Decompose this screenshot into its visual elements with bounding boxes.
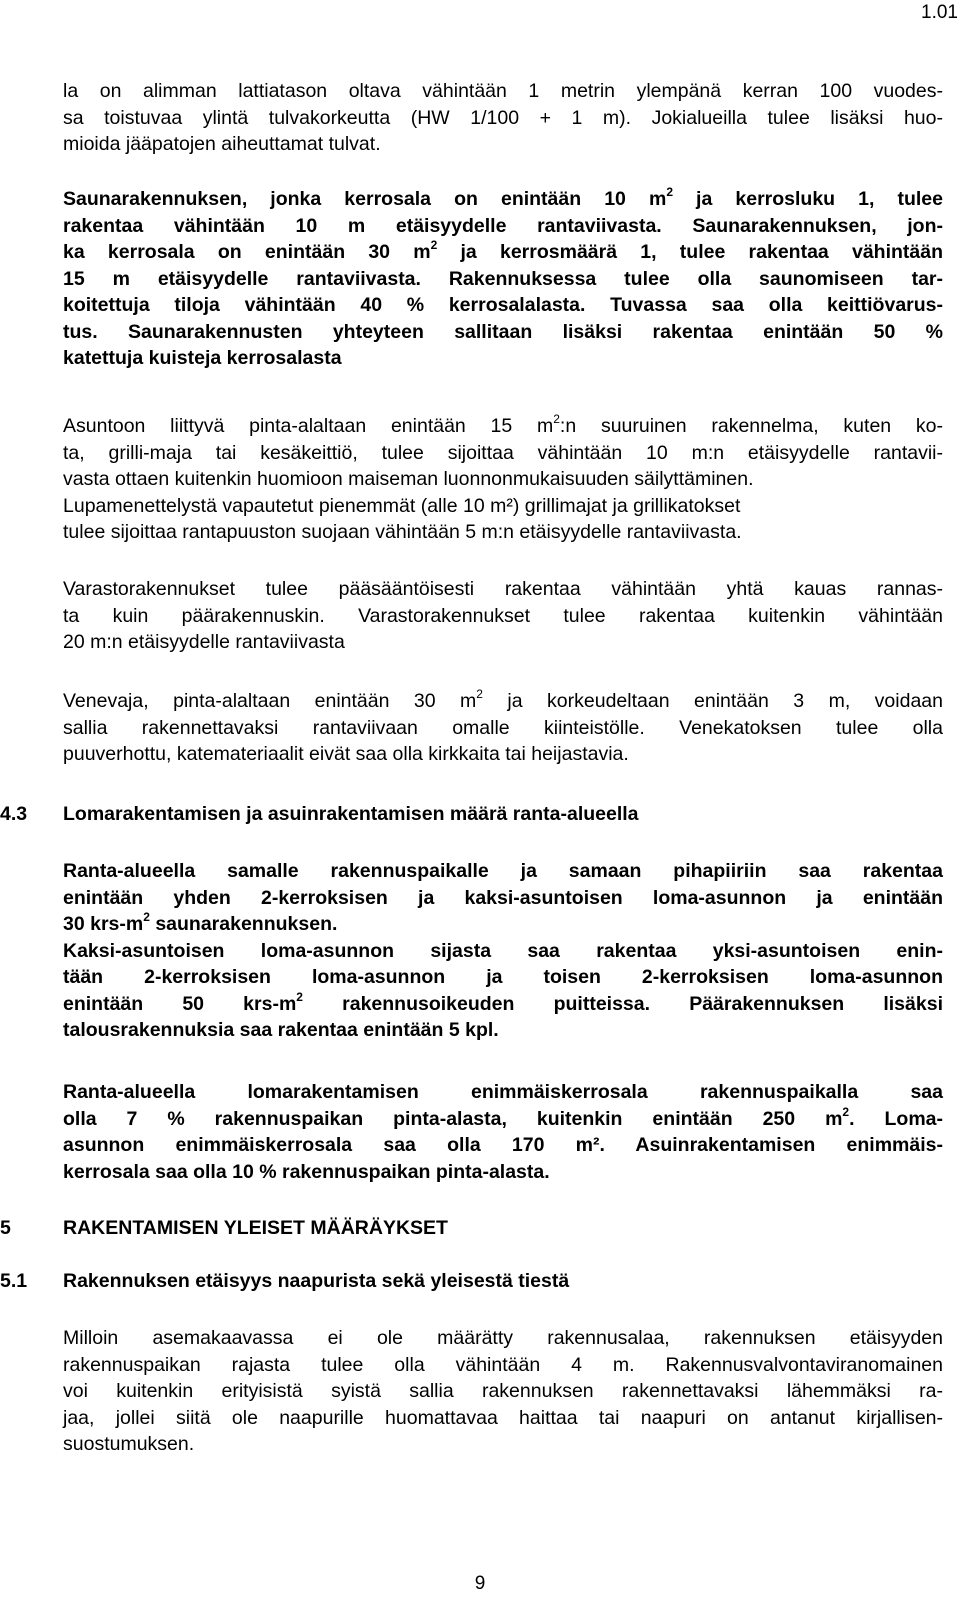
text-line: koitettuja tiloja vähintään 40 % kerrosalalasta. Tuvassa saa olla keittiövarus-: [63, 294, 943, 316]
text-line: 15 m etäisyydelle rantaviivasta. Rakennuksessa tulee olla saunomiseen tar-: [63, 267, 943, 290]
text-line: Kaksi-asuntoisen loma-asunnon sijasta saa rakentaa yksi-asuntoisen enin-: [63, 939, 943, 962]
text-line: Lupamenettelystä vapautetut pienemmät (alle 10 m²) grillimajat ja grillikatokset: [63, 494, 741, 517]
text-line: rakennuspaikan rajasta tulee olla vähintään 4 m. Rakennusvalvontaviranomainen: [63, 1353, 943, 1376]
text-line: voi kuitenkin erityisistä syistä sallia rakennuksen rakennettavaksi lähemmäksi ra-: [63, 1380, 943, 1402]
page-number: 9: [474, 1573, 486, 1594]
text-line: la on alimman lattiatason oltava vähintään 1 metrin ylempänä kerran 100 vuodes-: [63, 80, 943, 102]
text-line: tulee sijoittaa rantapuuston suojaan vähintään 5 m:n etäisyydelle rantaviivasta.: [63, 521, 742, 543]
text-line: talousrakennuksia saa rakentaa enintään 5 kpl.: [63, 1019, 499, 1041]
text-line: ta, grilli-maja tai kesäkeittiö, tulee sijoittaa vähintään 10 m:n etäisyydelle rantavii-: [63, 441, 943, 464]
text-line: Ranta-alueella samalle rakennuspaikalle ja samaan pihapiiriin saa rakentaa: [63, 860, 943, 882]
text-line: Saunarakennuksen, jonka kerrosala on enintään 10 $m^2$ ja kerrosluku 1, tulee: [63, 185, 943, 210]
text-line: 20 m:n etäisyydelle rantaviivasta: [63, 631, 345, 653]
text-line: tään 2-kerroksisen loma-asunnon ja toisen 2-kerroksisen loma-asunnon: [63, 966, 943, 988]
text-line: katettuja kuisteja kerrosalasta: [63, 347, 342, 369]
text-line: enintään 50 krs-$m^2$ rakennusoikeuden puitteissa. Päärakennuksen lisäksi: [63, 989, 943, 1015]
text-line: Asuntoon liittyvä pinta-alaltaan enintään 15 $m^2:n$ suuruinen rakennelma, kuten ko-: [63, 412, 943, 437]
text-line: kerrosala saa olla 10 % rakennuspaikan pinta-alasta.: [63, 1160, 550, 1183]
text-line: mioida jääpatojen aiheuttamat tulvat.: [63, 133, 381, 155]
text-line: asunnon enimmäiskerrosala saa olla 170 m². Asuinrakentamisen enimmäis-: [63, 1134, 943, 1156]
text-line: Ranta-alueella lomarakentamisen enimmäiskerrosala rakennuspaikalla saa: [63, 1081, 943, 1103]
text-line: Varastorakennukset tulee pääsääntöisesti rakentaa vähintään yhtä kauas rannas-: [63, 578, 943, 600]
paragraph-storage: [63, 576, 943, 656]
text-line: sa toistuvaa ylintä tulvakorkeutta (HW 1/100 + 1 m). Jokialueilla tulee lisäksi huo-: [63, 106, 943, 129]
text-line: Milloin asemakaavassa ei ole määrätty rakennusalaa, rakennuksen etäisyyden: [63, 1327, 943, 1349]
text-line: puuverhottu, katemateriaalit eivät saa olla kirkkaita tai heijastavia.: [63, 743, 629, 765]
paragraph-floor-area: [63, 1079, 943, 1185]
paragraph-neighbour-distance: [63, 1325, 943, 1458]
text-line: jaa, jollei siitä ole naapurille huomattavaa haittaa tai naapuri on antanut kirjallisen-: [63, 1406, 943, 1429]
paragraph-sauna-rules: [63, 186, 943, 372]
text-line: ka kerrosala on enintään 30 $m^2$ ja kerrosmäärä 1, tulee rakentaa vähintään: [63, 238, 944, 263]
section-number: 4.3: [0, 803, 28, 825]
paragraph-flood-level: [63, 78, 943, 158]
text-line: ta kuin päärakennuskin. Varastorakennukset tulee rakentaa kuitenkin vähintään: [63, 604, 943, 627]
paragraph-plot-buildings: [63, 858, 943, 1044]
text-line: suostumuksen.: [63, 1433, 195, 1455]
section-number: 5: [0, 1217, 11, 1239]
text-line: vasta ottaen kuitenkin huomioon maiseman luonnonmukaisuuden säilyttäminen.: [63, 468, 754, 490]
text-line: tus. Saunarakennusten yhteyteen sallitaan lisäksi rakentaa enintään 50 %: [63, 320, 943, 343]
paragraph-boathouse: [63, 688, 943, 768]
text-line: enintään yhden 2-kerroksisen ja kaksi-asuntoisen loma-asunnon ja enintään: [63, 886, 943, 909]
text-line: olla 7 % rakennuspaikan pinta-alasta, kuitenkin enintään 250 $m^2$. Loma-: [63, 1104, 943, 1130]
paragraph-outbuilding: [63, 413, 943, 546]
section-title: Lomarakentamisen ja asuinrakentamisen määrä ranta-alueella: [63, 803, 639, 825]
text-line: sallia rakennettavaksi rantaviivaan omalle kiinteistölle. Venekatoksen tulee olla: [63, 716, 943, 739]
text-line: rakentaa vähintään 10 m etäisyydelle rantaviivasta. Saunarakennuksen, jon-: [63, 214, 943, 237]
text-line: 30 krs-$m^2$ saunarakennuksen.: [63, 910, 338, 935]
section-title: RAKENTAMISEN YLEISET MÄÄRÄYKSET: [63, 1217, 448, 1239]
page-reference: 1.01: [921, 2, 958, 23]
section-number: 5.1: [0, 1270, 28, 1292]
section-title: Rakennuksen etäisyys naapurista sekä yleisestä tiestä: [63, 1270, 570, 1292]
text-line: Venevaja, pinta-alaltaan enintään 30 $m^2$ ja korkeudeltaan enintään 3 m, voidaan: [63, 687, 943, 712]
